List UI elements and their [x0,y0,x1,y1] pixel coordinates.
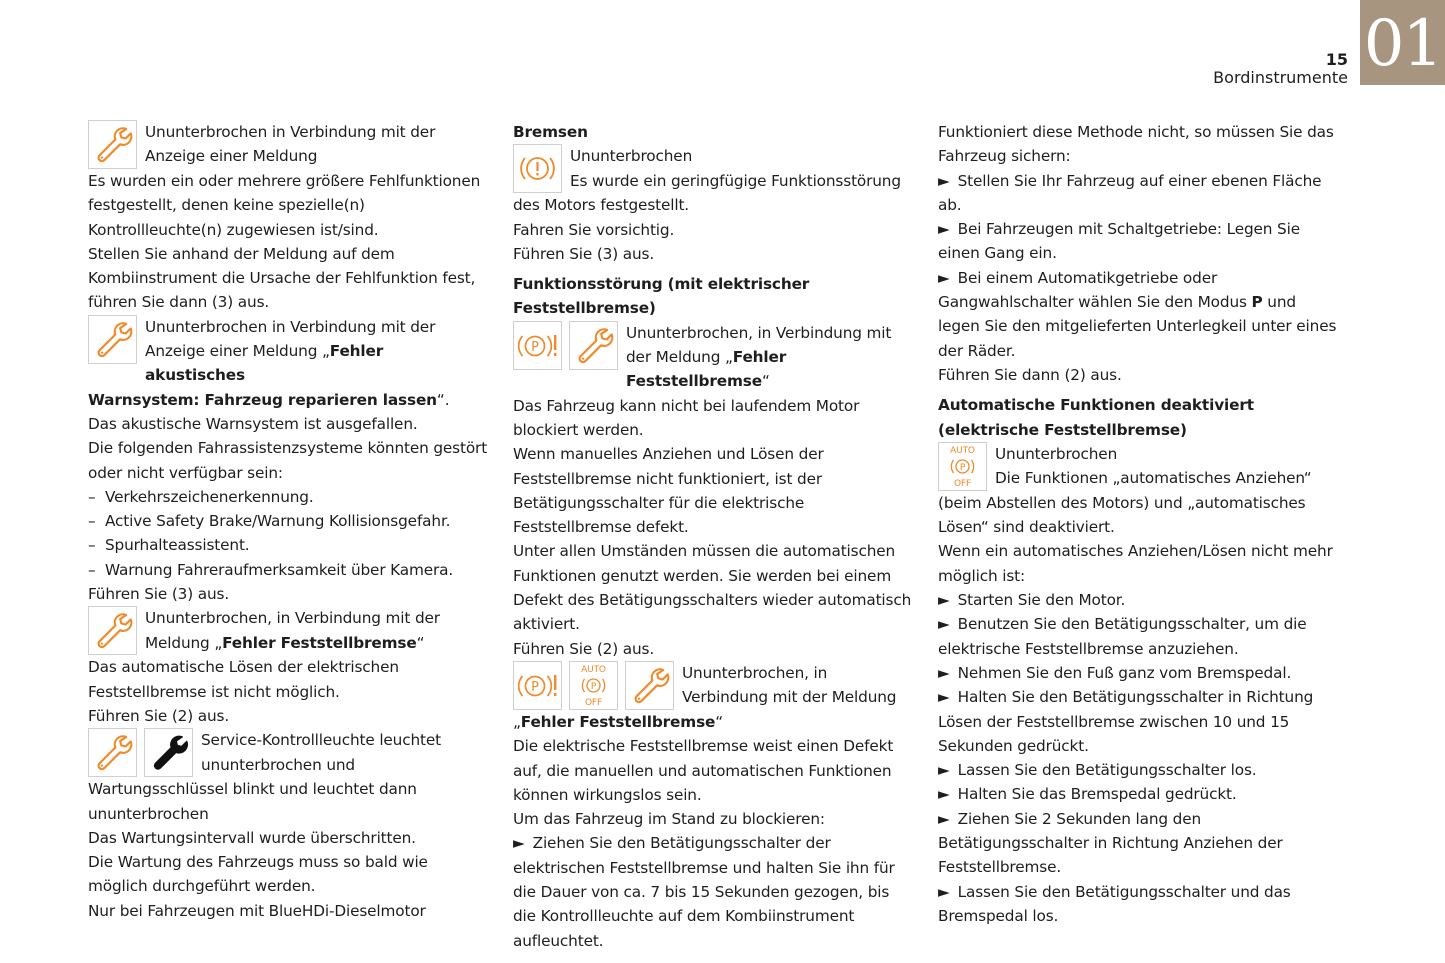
wrench-icon [88,606,137,655]
step-item [938,217,1338,266]
text-line: Ununterbrochen in Verbindung mit der [145,317,436,336]
list-dash: – [88,487,96,506]
triangle-bullet: ► [938,663,950,682]
triangle-bullet: ► [938,785,950,804]
step-item [938,169,1338,218]
step-text: Halten Sie das Bremspedal gedrückt. [957,785,1237,804]
triangle-bullet: ► [938,615,950,634]
parking-brake-warning-icon [513,321,562,370]
auto-label: AUTO [581,664,606,675]
paragraph: Unter allen Umständen müssen die automatischen Funktionen genutzt werden. Sie werden bei einem Defekt des Betätigungsschalters wieder automatisch aktiviert. [513,542,912,634]
paragraph: Wenn ein automatisches Anziehen/Lösen nicht mehr möglich ist: [938,542,1333,585]
column-3 [938,120,1338,928]
paragraph: Die elektrische Feststellbremse weist einen Defekt auf, die manuellen und automatischen Funktionen können wirkungslos sein. [513,737,894,804]
paragraph: Die folgenden Fahrassistenzsysteme könnten gestört oder nicht verfügbar sein: [88,439,488,482]
p-letter: P [959,462,966,473]
paragraph: Wenn manuelles Anziehen und Lösen der Feststellbremse nicht funktioniert, ist der Betätigungsschalter für die elektrische Feststellbremse defekt. [513,445,824,537]
section-title: Bordinstrumente [1213,68,1348,87]
paragraph: (beim Abstellen des Motors) und „automatisches Lösen“ sind deaktiviert. [938,493,1306,537]
step-text: Lassen Sie den Betätigungsschalter los. [957,761,1257,780]
step-text: Benutzen Sie den Betätigungsschalter, um die elektrische Feststellbremse anzuziehen. [938,615,1307,658]
text-line: Ununterbrochen, in Verbindung mit [626,323,892,342]
text-line: Ununterbrochen, in [682,663,828,682]
step-item [938,661,1338,685]
paragraph: Das akustische Warnsystem ist ausgefallen. [88,414,418,433]
message-text: Fehler Feststellbremse [626,348,787,391]
paragraph: Die Wartung des Fahrzeugs muss so bald wie möglich durchgeführt werden. [88,853,428,896]
step-item [938,782,1338,806]
list-item [88,533,488,557]
column-2 [513,120,913,953]
auto-off-icon [569,661,618,710]
step-text: Lassen Sie den Betätigungsschalter und das Bremspedal los. [938,882,1291,925]
step-text: Nehmen Sie den Fuß ganz vom Bremspedal. [957,663,1292,682]
paragraph: Wartungsschlüssel blinkt und leuchtet dann ununterbrochen [88,780,417,823]
step-text: Bei einem Automatikgetriebe oder Gangwahlschalter wählen Sie den Modus [938,268,1252,312]
text-line: Es wurde ein geringfügige Funktionsstörung [570,171,901,190]
text-line [88,339,488,388]
text-line: Ununterbrochen [995,444,1118,463]
text-line: Die Funktionen „automatisches Anziehen“ [995,469,1312,488]
p-letter: P [590,681,597,692]
triangle-bullet: ► [938,268,950,287]
step-item [513,831,913,952]
text-line: Ununterbrochen in Verbindung mit der [145,123,436,141]
list-dash: – [88,512,96,531]
paragraph: Führen Sie (2) aus. [88,706,230,725]
off-label: OFF [954,478,971,489]
paragraph: Führen Sie (3) aus. [88,585,230,604]
wrench-icon [144,728,193,777]
paragraph: Das automatische Lösen der elektrischen Feststellbremse ist nicht möglich. [88,658,399,701]
step-text: Halten Sie den Betätigungsschalter in Richtung Lösen der Feststellbremse zwischen 10 und 15 Sekunden gedrückt. [938,688,1314,755]
text-part: “ [416,633,425,652]
section-heading: Bremsen [513,123,588,141]
message-text: Fehler Feststellbremse [520,712,716,731]
text-part: „ [513,712,521,731]
paragraph: Nur bei Fahrzeugen mit BlueHDi-Dieselmotor [88,901,426,920]
paragraph: Das Wartungsintervall wurde überschritten. [88,828,416,847]
list-item-text: Active Safety Brake/Warnung Kollisionsgefahr. [105,512,451,531]
list-dash: – [88,560,96,579]
step-item [938,685,1338,758]
text-part: Meldung „ [145,633,223,652]
text-part: “ [761,372,770,391]
text-line [513,710,913,734]
triangle-bullet: ► [938,882,950,901]
list-item-text: Warnung Fahreraufmerksamkeit über Kamera. [105,560,454,579]
p-letter: P [531,679,539,695]
step-item [938,758,1338,782]
paragraph: Es wurden ein oder mehrere größere Fehlfunktionen festgestellt, denen keine spezielle(n) Kontrollleuchte(n) zugewiesen ist/sind. [88,172,481,239]
p-letter: P [531,339,539,355]
text-line: Ununterbrochen, in Verbindung mit der [145,609,440,628]
step-text: Ziehen Sie den Betätigungsschalter der elektrischen Feststellbremse und halten Sie ihn für die Dauer von ca. 7 bis 15 Sekunden gezogen, bis die Kontrollleuchte auf dem Kombiinstrument aufleuchtet. [513,834,895,950]
text-line: ununterbrochen und [201,755,355,774]
auto-off-icon [938,442,987,491]
column-1 [88,120,488,923]
step-item [938,588,1338,612]
text-line: Verbindung mit der Meldung [682,688,897,707]
paragraph: Um das Fahrzeug im Stand zu blockieren: [513,810,825,829]
step-text: Bei Fahrzeugen mit Schaltgetriebe: Legen Sie einen Gang ein. [938,220,1300,263]
step-item [938,807,1338,880]
step-item [938,880,1338,929]
text-line: des Motors festgestellt. [513,196,690,215]
step-text: Ziehen Sie 2 Sekunden lang den Betätigungsschalter in Richtung Anziehen der Feststellbremse. [938,809,1283,877]
paragraph: Führen Sie (2) aus. [513,639,655,658]
wrench-icon [569,321,618,370]
triangle-bullet: ► [938,761,950,780]
wrench-icon [625,661,674,710]
text-line: Ununterbrochen [570,147,693,166]
list-item [88,485,488,509]
wrench-icon [88,120,137,169]
text-line: Service-Kontrollleuchte leuchtet [201,731,441,750]
list-item [88,558,488,582]
paragraph: Funktioniert diese Methode nicht, so müssen Sie das Fahrzeug sichern: [938,123,1334,166]
chapter-tab: 01 [1360,0,1445,85]
text-part: “ [715,712,724,731]
parking-brake-warning-icon [513,661,562,710]
message-text: Fehler akustisches [145,342,384,385]
auto-label: AUTO [950,445,975,456]
section-heading: Automatische Funktionen deaktiviert (elektrische Feststellbremse) [938,396,1254,439]
text-part: der Meldung „ [626,348,733,367]
list-item-text: Verkehrszeichenerkennung. [105,487,314,506]
brake-warning-icon [513,144,562,193]
message-text: Warnsystem: Fahrzeug reparieren lassen [88,390,437,409]
text-line [88,388,488,412]
paragraph: Führen Sie (3) aus. [513,244,655,263]
list-dash: – [88,536,96,555]
step-text: Stellen Sie Ihr Fahrzeug auf einer ebenen Fläche ab. [938,171,1322,214]
list-item-text: Spurhalteassistent. [105,536,250,555]
off-label: OFF [585,697,602,708]
page-number: 15 [1325,50,1348,69]
wrench-icon [88,315,137,364]
triangle-bullet: ► [513,834,525,853]
mode-p: P [1251,293,1263,312]
list-item [88,509,488,533]
triangle-bullet: ► [938,591,950,610]
triangle-bullet: ► [938,809,950,828]
text-part: “. [436,390,450,409]
paragraph: Fahren Sie vorsichtig. [513,220,675,239]
triangle-bullet: ► [938,220,950,239]
triangle-bullet: ► [938,171,950,190]
text-line [88,631,488,655]
triangle-bullet: ► [938,688,950,707]
paragraph: Das Fahrzeug kann nicht bei laufendem Motor blockiert werden. [513,396,860,439]
text-line: Anzeige einer Meldung [145,147,318,166]
step-item [938,612,1338,661]
wrench-icon [88,728,137,777]
paragraph: Führen Sie dann (2) aus. [938,365,1122,384]
text-part: Anzeige einer Meldung „ [145,342,330,361]
paragraph: Stellen Sie anhand der Meldung auf dem Kombiinstrument die Ursache der Fehlfunktion fest, führen Sie dann (3) aus. [88,244,476,312]
section-heading: Funktionsstörung (mit elektrischer Feststellbremse) [513,275,810,318]
message-text: Fehler Feststellbremse [222,633,417,652]
step-text: Starten Sie den Motor. [957,591,1126,610]
step-text: und legen Sie den mitgelieferten Unterlegkeil unter eines der Räder. [938,293,1337,360]
step-item [938,266,1338,363]
